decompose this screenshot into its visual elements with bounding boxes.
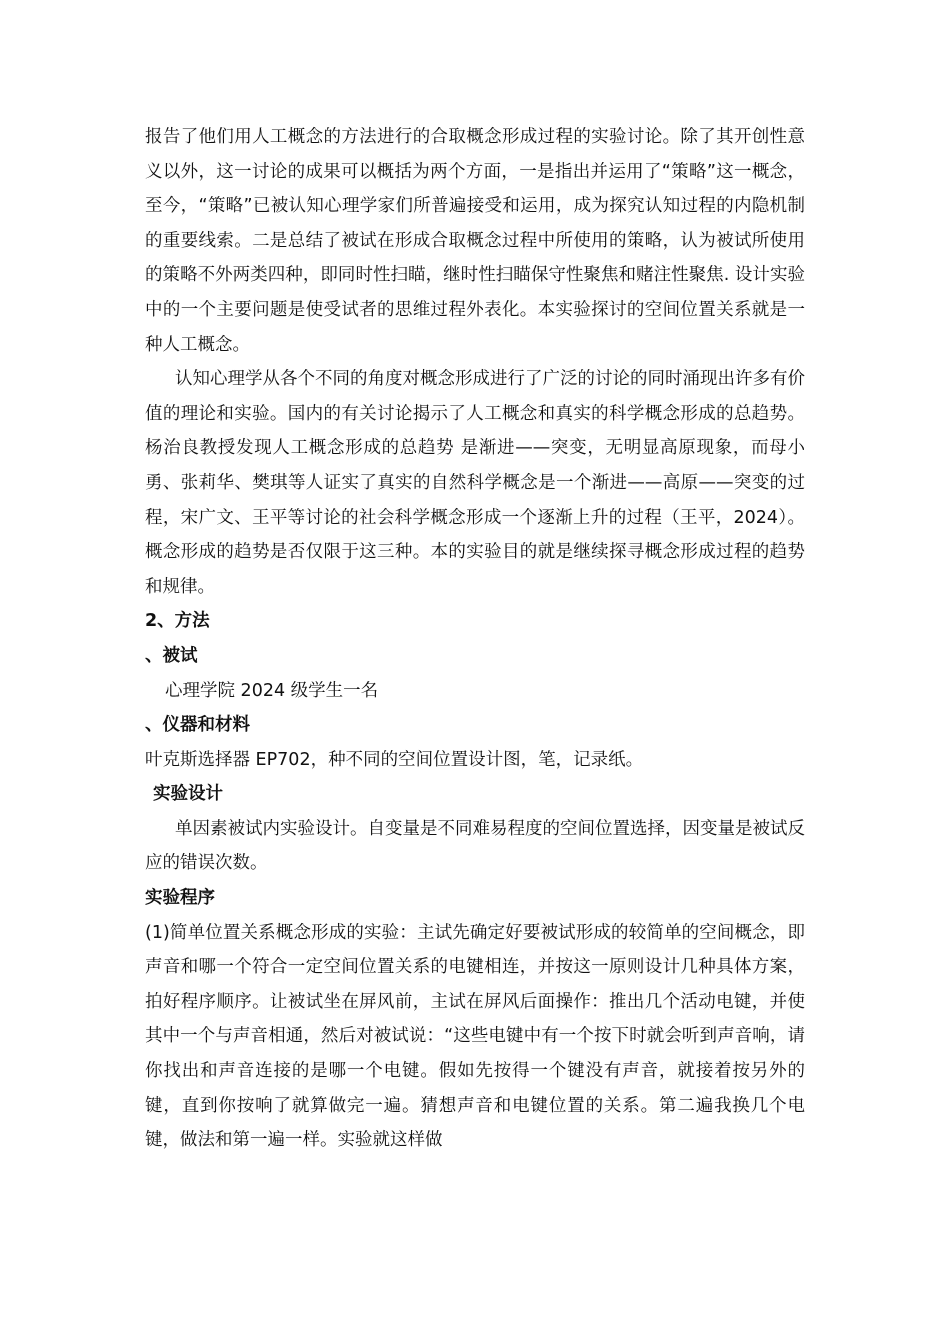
paragraph-intro-continued: 报告了他们用人工概念的方法进行的合取概念形成过程的实验讨论。除了其开创性意义以外，这一讨论的成果可以概括为两个方面，一是指出并运用了“策略”这一概念，至今，“策略”已被认知心理学家们所普遍接受和运用，成为探究认知过程的内隐机制的重要线索。二是总结了被试在形成合取概念过程中所使用的策略，认为被试所使用的策略不外两类四种，即同时性扫瞄，继时性扫瞄保守性聚焦和赌注性聚焦. 设计实验中的一个主要问题是使受试者的思维过程外表化。本实验探讨的空间位置关系就是一种人工概念。 (145, 127, 805, 355)
procedure-text: (1)简单位置关系概念形成的实验：主试先确定好要被试形成的较简单的空间概念，即声音和哪一个符合一定空间位置关系的电键相连，并按这一原则设计几种具体方案，拍好程序顺序。让被试坐在屏风前，主试在屏风后面操作：推出几个活动电键，并使其中一个与声音相通，然后对被试说：“这些电键中有一个按下时就会听到声音响，请你找出和声音连接的是哪一个电键。假如先按得一个键没有声音，就接着按另外的键，直到你按响了就算做完一遍。猜想声音和电键位置的关系。第二遍我换几个电键，做法和第一遍一样。实验就这样做 (145, 922, 805, 1151)
section-heading-method: 2、方法 (145, 611, 210, 632)
subheading-subjects: 、被试 (145, 645, 198, 666)
subheading-apparatus: 、仪器和材料 (145, 715, 250, 736)
subheading-design: 实验设计 (153, 784, 223, 805)
design-text: 单因素被试内实验设计。自变量是不同难易程度的空间位置选择，因变量是被试反应的错误次数。 (145, 818, 805, 874)
paragraph-background: 认知心理学从各个不同的角度对概念形成进行了广泛的讨论的同时涌现出许多有价值的理论和实验。国内的有关讨论揭示了人工概念和真实的科学概念形成的总趋势。杨治良教授发现人工概念形成的总趋势 是渐进——突变，无明显高原现象，而母小勇、张莉华、樊琪等人证实了真实的自然科学概念是一个渐进——高原——突变的过程，宋广文、王平等讨论的社会科学概念形成一个逐渐上升的过程（王平，2024）。概念形成的趋势是否仅限于这三种。本的实验目的就是继续探寻概念形成过程的趋势和规律。 (145, 369, 805, 597)
subheading-procedure: 实验程序 (145, 888, 215, 909)
apparatus-text: 叶克斯选择器 EP702，种不同的空间位置设计图，笔，记录纸。 (145, 749, 644, 770)
subjects-text: 心理学院 2024 级学生一名 (165, 680, 379, 701)
document-body (145, 120, 805, 1158)
